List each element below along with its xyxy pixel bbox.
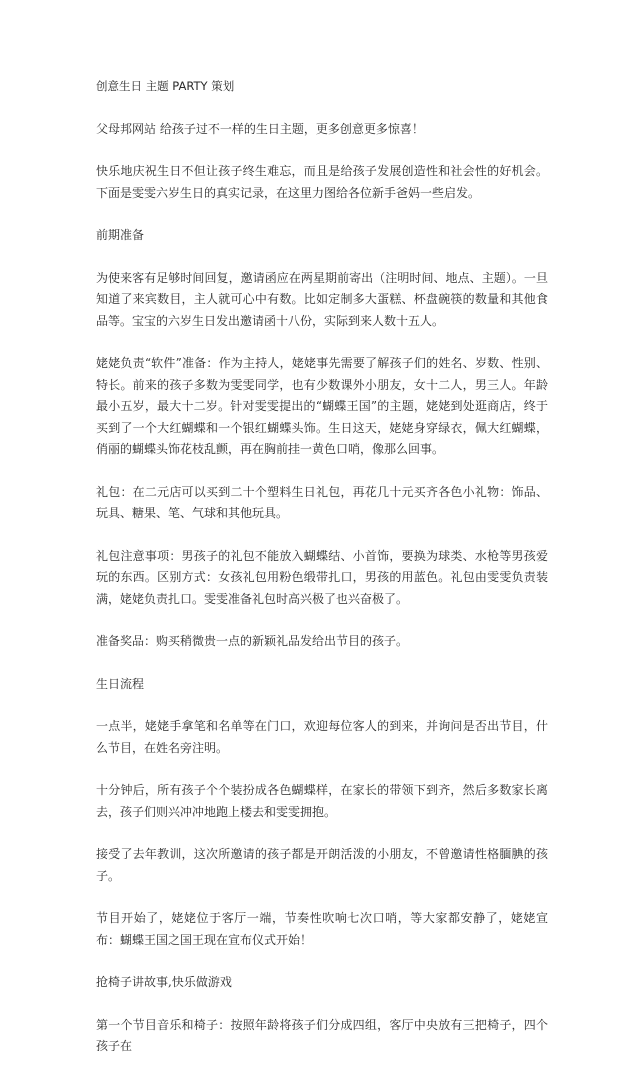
paragraph-intro-site: 父母邦网站 给孩子过不一样的生日主题，更多创意更多惊喜！ (96, 121, 424, 136)
paragraph-arrival: 一点半，姥姥手拿笔和名单等在门口，欢迎每位客人的到来，并询问是否出节目，什么节目，在姓名旁注明。 (96, 719, 548, 755)
paragraph-ten-minutes-later: 十分钟后，所有孩子个个装扮成各色蝴蝶样，在家长的带领下到齐，然后多数家长离去，孩子们则兴冲冲地跑上楼去和雯雯拥抱。 (96, 783, 548, 819)
paragraph-intro: 快乐地庆祝生日不但让孩子终生难忘，而且是给孩子发展创造性和社会性的好机会。下面是雯雯六岁生日的真实记录，在这里力图给各位新手爸妈一些启发。 (96, 164, 548, 200)
paragraph-host-preparation: 姥姥负责“软件”准备：作为主持人，姥姥事先需要了解孩子们的姓名、岁数、性别、特长。前来的孩子多数为雯雯同学，也有少数课外小朋友，女十二人，男三人。年龄最小五岁，最大十二岁。针对雯雯提出的“蝴蝶王国”的主题，姥姥到处逛商店，终于买到了一个大红蝴蝶和一个银红蝴蝶头饰。生日这天，姥姥身穿绿衣，佩大红蝴蝶，俏丽的蝴蝶头饰花枝乱颤，再在胸前挂一黄色口哨，像那么回事。 (96, 356, 548, 456)
section-heading-games: 抢椅子讲故事,快乐做游戏 (96, 975, 232, 989)
paragraph-show-begins: 节目开始了，姥姥位于客厅一端，节奏性吹响七次口哨，等大家都安静了，姥姥宣布：蝴蝶王国之国王现在宣布仪式开始！ (96, 911, 548, 947)
paragraph-invitations: 为使来客有足够时间回复，邀请函应在两星期前寄出（注明时间、地点、主题）。一旦知道了来宾数目，主人就可心中有数。比如定制多大蛋糕、杯盘碗筷的数量和其他食品等。宝宝的六岁生日发出邀请函十八份，实际到来人数十五人。 (96, 270, 548, 328)
paragraph-gift-bags: 礼包：在二元店可以买到二十个塑料生日礼包，再花几十元买齐各色小礼物：饰品、玩具、糖果、笔、气球和其他玩具。 (96, 484, 548, 520)
document-body (96, 76, 548, 1079)
paragraph-lesson-learned: 接受了去年教训，这次所邀请的孩子都是开朗活泼的小朋友，不曾邀请性格腼腆的孩子。 (96, 847, 548, 883)
section-heading-preparation: 前期准备 (96, 228, 145, 242)
paragraph-prizes: 准备奖品：购买稍微贵一点的新颖礼品发给出节目的孩子。 (96, 634, 409, 648)
paragraph-gift-bag-notes: 礼包注意事项：男孩子的礼包不能放入蝴蝶结、小首饰，要换为球类、水枪等男孩爱玩的东西。区别方式：女孩礼包用粉色缎带扎口，男孩的用蓝色。礼包由雯雯负责装满，姥姥负责扎口。雯雯准备礼包时高兴极了也兴奋极了。 (96, 548, 548, 606)
document-title: 创意生日 主题 PARTY 策划 (96, 79, 235, 93)
paragraph-first-game: 第一个节目音乐和椅子：按照年龄将孩子们分成四组，客厅中央放有三把椅子，四个孩子在 (96, 1017, 548, 1053)
section-heading-birthday-flow: 生日流程 (96, 676, 145, 691)
